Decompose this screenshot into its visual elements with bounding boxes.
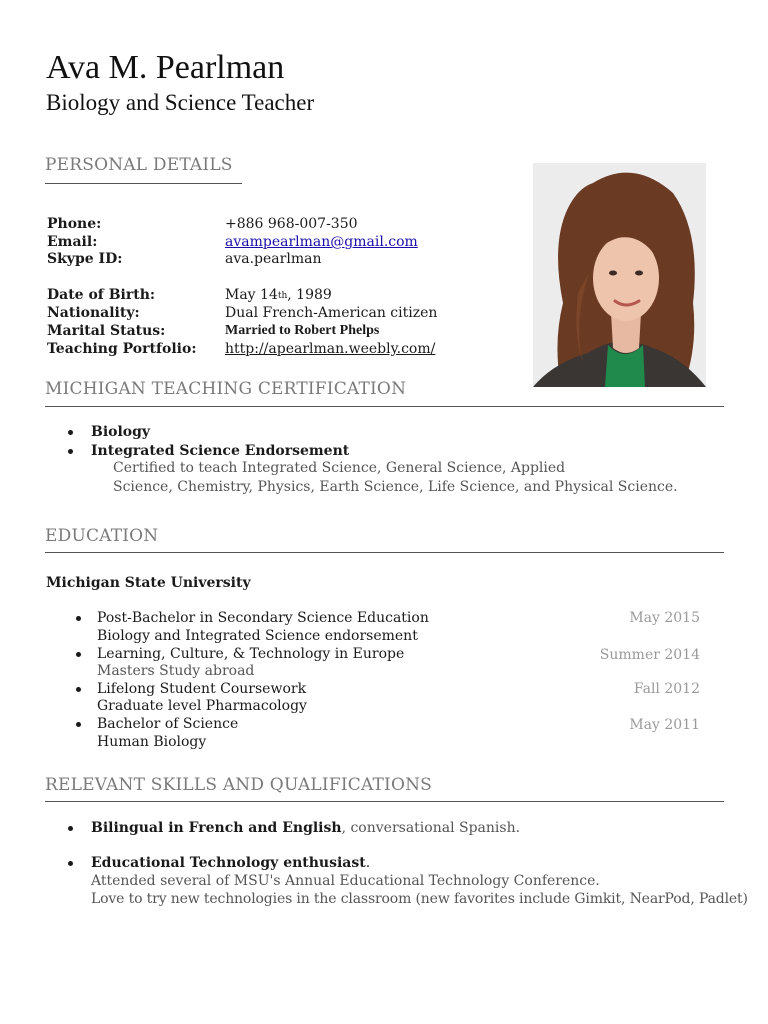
skill-item-title: Educational Technology enthusiast xyxy=(91,855,366,871)
dob-month-day: May 14 xyxy=(225,287,278,303)
certification-note: Certified to teach Integrated Science, General Science, Applied xyxy=(113,460,566,476)
education-detail: Human Biology xyxy=(97,734,207,750)
dob-ordinal: th xyxy=(277,291,288,301)
section-heading-personal-details: PERSONAL DETAILS xyxy=(45,155,233,175)
education-date: Fall 2012 xyxy=(633,681,700,697)
education-detail: Masters Study abroad xyxy=(97,663,255,679)
phone-label: Phone: xyxy=(47,216,102,232)
education-detail: Graduate level Pharmacology xyxy=(97,698,307,714)
bullet-icon xyxy=(68,449,73,454)
education-title: Learning, Culture, & Technology in Europe xyxy=(97,646,405,662)
skype-label: Skype ID: xyxy=(47,251,123,267)
education-detail: Biology and Integrated Science endorsement xyxy=(97,628,418,644)
section-heading-skills: RELEVANT SKILLS AND QUALIFICATIONS xyxy=(45,775,433,795)
profile-photo xyxy=(533,163,706,387)
certification-item: Biology xyxy=(91,424,151,440)
marital-value: Married to Robert Phelps xyxy=(225,323,380,338)
dob-year: , 1989 xyxy=(287,287,332,303)
bullet-icon xyxy=(76,687,81,692)
skill-item-detail: . xyxy=(365,855,371,871)
email-label: Email: xyxy=(47,234,98,250)
skill-item-note: Attended several of MSU's Annual Educational Technology Conference. xyxy=(91,873,600,889)
bullet-icon xyxy=(76,652,81,657)
email-value xyxy=(225,233,418,251)
portfolio-link[interactable]: http://apearlman.weebly.com/ xyxy=(225,341,436,357)
bullet-icon xyxy=(68,861,73,866)
skill-item xyxy=(91,854,370,872)
email-link[interactable]: avampearlman@gmail.com xyxy=(225,234,418,250)
skill-item-note: Love to try new technologies in the classroom (new favorites include Gimkit, NearPod, Padlet) xyxy=(91,891,748,907)
school-name: Michigan State University xyxy=(46,575,251,591)
certification-note: Science, Chemistry, Physics, Earth Science, Life Science, and Physical Science. xyxy=(113,479,678,495)
section-heading-certification: MICHIGAN TEACHING CERTIFICATION xyxy=(45,379,407,399)
skype-value: ava.pearlman xyxy=(225,251,322,267)
education-date: May 2011 xyxy=(629,717,700,733)
skill-item-detail: , conversational Spanish. xyxy=(341,820,521,836)
section-divider xyxy=(45,183,242,184)
phone-value: +886 968-007-350 xyxy=(225,216,358,232)
candidate-name: Ava M. Pearlman xyxy=(46,49,285,86)
section-divider xyxy=(45,801,724,802)
section-heading-education: EDUCATION xyxy=(45,526,159,546)
dob-value xyxy=(225,286,332,305)
bullet-icon xyxy=(68,826,73,831)
bullet-icon xyxy=(76,616,81,621)
education-title: Lifelong Student Coursework xyxy=(97,681,307,697)
certification-item: Integrated Science Endorsement xyxy=(91,443,350,459)
candidate-role: Biology and Science Teacher xyxy=(46,90,315,115)
marital-label: Marital Status: xyxy=(47,323,166,339)
education-title: Bachelor of Science xyxy=(97,716,239,732)
skill-item xyxy=(91,819,520,837)
education-title: Post-Bachelor in Secondary Science Education xyxy=(97,610,429,626)
bullet-icon xyxy=(68,430,73,435)
section-divider xyxy=(45,406,724,407)
nationality-value: Dual French-American citizen xyxy=(225,305,438,321)
section-divider xyxy=(45,552,724,553)
nationality-label: Nationality: xyxy=(47,305,140,321)
dob-label: Date of Birth: xyxy=(47,287,156,303)
bullet-icon xyxy=(76,722,81,727)
portfolio-value xyxy=(225,340,435,358)
education-date: Summer 2014 xyxy=(599,647,700,663)
education-date: May 2015 xyxy=(629,610,700,626)
skill-item-title: Bilingual in French and English xyxy=(91,820,342,836)
portfolio-label: Teaching Portfolio: xyxy=(47,341,197,357)
